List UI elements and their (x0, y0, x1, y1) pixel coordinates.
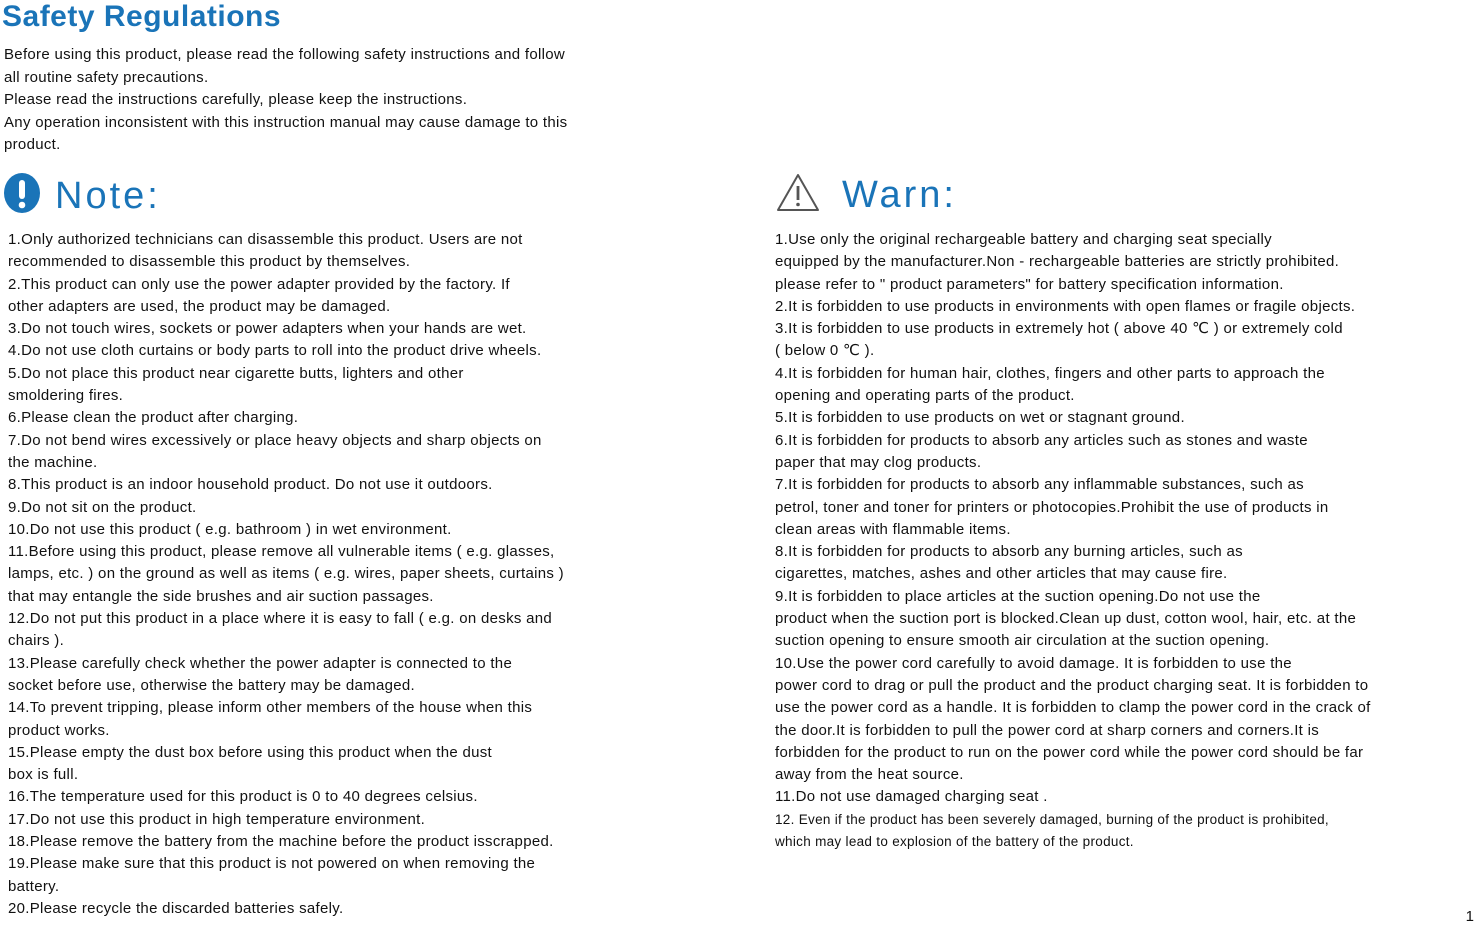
note-line: 10.Do not use this product ( e.g. bathroom ) in wet environment. (8, 520, 452, 538)
note-line: 16.The temperature used for this product is 0 to 40 degrees celsius. (8, 788, 478, 806)
note-line: socket before use, otherwise the battery may be damaged. (8, 676, 416, 694)
note-line: 20.Please recycle the discarded batteries safely. (8, 899, 344, 917)
note-line: 11.Before using this product, please remove all vulnerable items ( e.g. glasses, (8, 543, 555, 561)
warn-line: ( below 0 ℃ ). (775, 342, 875, 360)
note-line: 9.Do not sit on the product. (8, 498, 197, 516)
warn-line: 1.Use only the original rechargeable battery and charging seat specially (775, 231, 1272, 248)
intro-line: Before using this product, please read the following safety instructions and follow (4, 46, 566, 63)
note-line: other adapters are used, the product may be damaged. (8, 297, 391, 315)
warn-line: 2.It is forbidden to use products in environments with open flames or fragile objects. (775, 297, 1356, 315)
warn-line: 9.It is forbidden to place articles at the suction opening.Do not use the (775, 587, 1261, 605)
note-header (3, 172, 161, 219)
note-line: that may entangle the side brushes and air suction passages. (8, 587, 434, 605)
note-line: 2.This product can only use the power adapter provided by the factory. If (8, 275, 510, 293)
note-line: 6.Please clean the product after charging. (8, 409, 299, 427)
warn-list (775, 229, 1470, 853)
note-line: lamps, etc. ) on the ground as well as items ( e.g. wires, paper sheets, curtains ) (8, 565, 564, 583)
intro-line: Any operation inconsistent with this instruction manual may cause damage to this (4, 113, 568, 131)
note-line: 12.Do not put this product in a place where it is easy to fall ( e.g. on desks and (8, 610, 553, 628)
note-line: smoldering fires. (8, 387, 124, 405)
warn-line: 5.It is forbidden to use products on wet or stagnant ground. (775, 409, 1185, 427)
intro-paragraph (4, 44, 684, 157)
note-line: 13.Please carefully check whether the power adapter is connected to the (8, 654, 513, 672)
note-line: box is full. (8, 766, 79, 784)
warn-line: clean areas with flammable items. (775, 520, 1011, 538)
warn-line: 12. Even if the product has been severely damaged, burning of the product is prohibited, (775, 811, 1329, 827)
warn-line: 3.It is forbidden to use products in extremely hot ( above 40 ℃ ) or extremely cold (775, 320, 1343, 338)
note-line: 1.Only authorized technicians can disassemble this product. Users are not (8, 231, 523, 248)
note-line: 18.Please remove the battery from the machine before the product isscrapped. (8, 833, 554, 851)
warning-triangle-icon (776, 173, 820, 218)
warn-line: 4.It is forbidden for human hair, clothes, fingers and other parts to approach the (775, 364, 1325, 382)
warn-line: away from the heat source. (775, 766, 964, 784)
note-line: 19.Please make sure that this product is not powered on when removing the (8, 855, 536, 873)
warn-line: which may lead to explosion of the battery of the product. (775, 834, 1134, 850)
note-line: 3.Do not touch wires, sockets or power adapters when your hands are wet. (8, 320, 527, 338)
note-list (8, 229, 708, 920)
note-line: the machine. (8, 453, 98, 471)
intro-line: Please read the instructions carefully, please keep the instructions. (4, 91, 468, 108)
warn-line: opening and operating parts of the product. (775, 387, 1075, 405)
note-line: 17.Do not use this product in high temperature environment. (8, 810, 426, 828)
warn-line: petrol, toner and toner for printers or photocopies.Prohibit the use of products in (775, 498, 1329, 516)
intro-line: all routine safety precautions. (4, 68, 209, 86)
note-line: 14.To prevent tripping, please inform other members of the house when this (8, 699, 533, 717)
page-title: Safety Regulations (2, 0, 282, 33)
warn-line: 7.It is forbidden for products to absorb any inflammable substances, such as (775, 476, 1304, 494)
note-line: product works. (8, 721, 110, 739)
warn-heading: Warn: (842, 174, 957, 216)
note-line: chairs ). (8, 632, 65, 650)
warn-line: 10.Use the power cord carefully to avoid damage. It is forbidden to use the (775, 654, 1292, 672)
warn-line: the door.It is forbidden to pull the power cord at sharp corners and corners.It is (775, 721, 1320, 739)
warn-header (776, 172, 957, 218)
note-line: 4.Do not use cloth curtains or body parts to roll into the product drive wheels. (8, 342, 542, 360)
note-line: recommended to disassemble this product by themselves. (8, 253, 411, 271)
warn-line: 6.It is forbidden for products to absorb any articles such as stones and waste (775, 431, 1308, 449)
intro-line: product. (4, 136, 61, 153)
warn-line: paper that may clog products. (775, 453, 982, 471)
warn-line: equipped by the manufacturer.Non - rechargeable batteries are strictly prohibited. (775, 253, 1340, 271)
warn-line: 8.It is forbidden for products to absorb any burning articles, such as (775, 543, 1243, 561)
warn-line: forbidden for the product to run on the power cord while the power cord should be far (775, 743, 1364, 761)
warn-line: power cord to drag or pull the product and the product charging seat. It is forbidden to (775, 676, 1369, 694)
note-line: 7.Do not bend wires excessively or place heavy objects and sharp objects on (8, 431, 542, 449)
warn-line: product when the suction port is blocked.Clean up dust, cotton wool, hair, etc. at the (775, 610, 1357, 628)
exclamation-icon (3, 172, 41, 219)
warn-line: suction opening to ensure smooth air circulation at the suction opening. (775, 632, 1270, 650)
page-number: 1 (1465, 908, 1474, 925)
note-line: 8.This product is an indoor household product. Do not use it outdoors. (8, 476, 493, 494)
note-line: 5.Do not place this product near cigarette butts, lighters and other (8, 364, 464, 382)
warn-line: use the power cord as a handle. It is forbidden to clamp the power cord in the crack of (775, 699, 1371, 717)
warn-line: 11.Do not use damaged charging seat . (775, 788, 1048, 806)
warn-line: please refer to " product parameters" for battery specification information. (775, 275, 1284, 293)
note-line: battery. (8, 877, 60, 895)
note-heading: Note: (55, 174, 161, 217)
warn-line: cigarettes, matches, ashes and other articles that may cause fire. (775, 565, 1228, 583)
note-line: 15.Please empty the dust box before using this product when the dust (8, 743, 493, 761)
